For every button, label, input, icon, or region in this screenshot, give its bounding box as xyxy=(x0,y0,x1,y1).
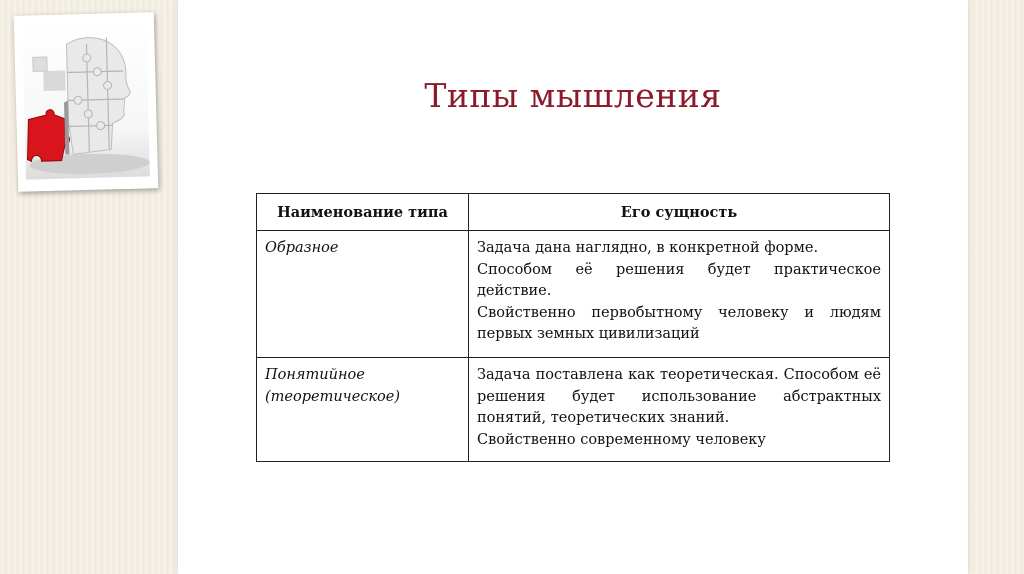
types-table xyxy=(256,193,890,462)
type-name: Образное xyxy=(265,240,339,256)
background-right xyxy=(968,0,1024,574)
table-row xyxy=(257,358,890,462)
slide xyxy=(178,0,968,574)
description-line: Свойственно первобытному человеку и людям первых земных цивилизаций xyxy=(477,304,881,342)
description-line: Задача дана наглядно, в конкретной форме. xyxy=(477,240,819,256)
photo-frame xyxy=(14,12,159,192)
puzzle-head-icon xyxy=(22,20,150,179)
type-name: Понятийное xyxy=(265,367,365,383)
description-line: Задача поставлена как теоретическая. Способом её решения будет использование абстрактных понятий, теоретических знаний. xyxy=(477,367,881,426)
header-type-name: Наименование типа xyxy=(257,194,469,231)
type-description-cell xyxy=(469,231,890,358)
type-name-cell xyxy=(257,358,469,462)
table-row xyxy=(257,231,890,358)
header-essence: Его сущность xyxy=(469,194,890,231)
type-description-cell xyxy=(469,358,890,462)
slide-title: Типы мышления xyxy=(424,76,722,115)
type-name-cell xyxy=(257,231,469,358)
type-name-qualifier: (теоретическое) xyxy=(265,388,401,405)
description-line: Способом её решения будет практическое действие. xyxy=(477,261,881,299)
table-header-row xyxy=(257,194,890,231)
description-line: Свойственно современному человеку xyxy=(477,431,766,448)
